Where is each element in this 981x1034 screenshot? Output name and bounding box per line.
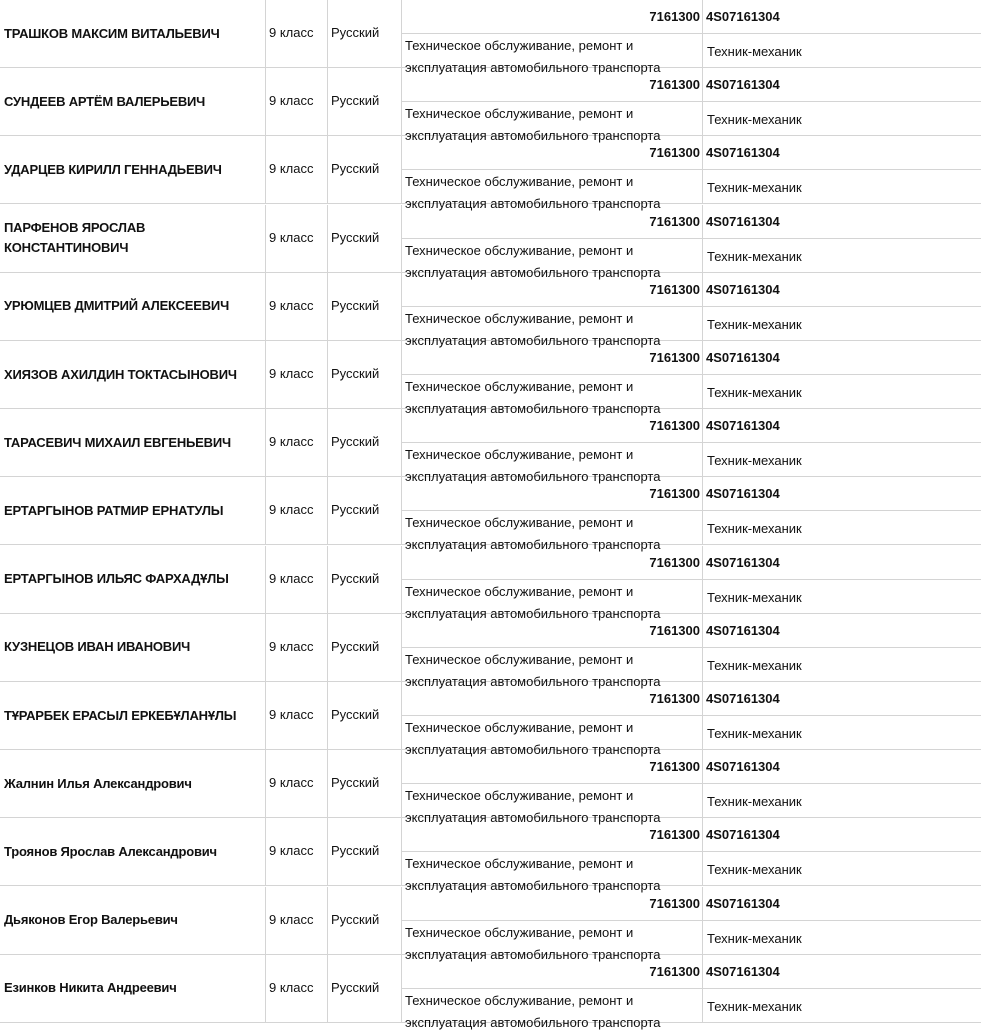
qualification-name: Техник-механик [707, 112, 802, 128]
specialty-name: Техническое обслуживание, ремонт и эксплуатация автомобильного транспорта [405, 651, 661, 689]
specialty-cell[interactable] [402, 273, 703, 348]
table-row[interactable] [0, 682, 981, 757]
language-value: Русский [331, 979, 380, 995]
grade-value: 9 класс [269, 161, 314, 177]
table-row[interactable] [0, 205, 981, 280]
grade-value: 9 класс [269, 707, 314, 722]
language-value: Русский [331, 570, 380, 586]
language-value: Русский [331, 25, 380, 40]
table-row[interactable] [0, 273, 981, 348]
student-name-cell[interactable] [0, 546, 266, 613]
qualification-name: Техник-механик [707, 180, 802, 196]
table-row[interactable] [0, 818, 981, 894]
student-name: ЕРТАРГЫНОВ ИЛЬЯС ФАРХАДҰЛЫ [4, 571, 229, 587]
grade-value: 9 класс [269, 638, 314, 654]
specialty-code: 7161300 [402, 409, 702, 443]
table-row[interactable] [0, 477, 981, 553]
table-row[interactable] [0, 341, 981, 416]
language-cell[interactable] [328, 136, 402, 203]
specialty-cell[interactable] [402, 614, 703, 689]
qualification-cell[interactable] [703, 818, 981, 885]
specialty-name: Техническое обслуживание, ремонт и эксплуатация автомобильного транспорта [405, 720, 661, 757]
student-name: Езинков Никита Андреевич [4, 980, 177, 996]
language-cell[interactable] [328, 682, 402, 749]
specialty-name: Техническое обслуживание, ремонт и эксплуатация автомобильного транспорта [405, 583, 661, 621]
grade-cell[interactable] [266, 955, 328, 1022]
qualification-cell[interactable] [703, 955, 981, 1022]
qualification-cell[interactable] [703, 546, 981, 613]
specialty-name: Техническое обслуживание, ремонт и эксплуатация автомобильного транспорта [405, 924, 661, 962]
qualification-name: Техник-механик [707, 521, 802, 537]
specialty-cell[interactable] [402, 68, 703, 144]
language-cell[interactable] [328, 68, 402, 135]
specialty-code: 7161300 [402, 68, 702, 102]
specialty-cell[interactable] [402, 682, 703, 757]
qualification-name: Техник-механик [707, 316, 802, 332]
language-cell[interactable] [328, 750, 402, 817]
table-row[interactable] [0, 68, 981, 144]
language-value: Русский [331, 502, 380, 518]
specialty-cell[interactable] [402, 955, 703, 1030]
language-cell[interactable] [328, 818, 402, 885]
specialty-cell[interactable] [402, 341, 703, 416]
student-name-cell[interactable] [0, 477, 266, 544]
language-value: Русский [331, 229, 380, 245]
grade-cell[interactable] [266, 818, 328, 885]
specialty-code: 7161300 [402, 682, 702, 716]
grade-value: 9 класс [269, 93, 314, 109]
language-value: Русский [331, 638, 380, 654]
student-name: ЕРТАРГЫНОВ РАТМИР ЕРНАТУЛЫ [4, 502, 224, 518]
student-name-cell[interactable] [0, 409, 266, 476]
specialty-code: 7161300 [402, 955, 702, 989]
qualification-name: Техник-механик [707, 726, 802, 741]
grade-cell[interactable] [266, 546, 328, 613]
qualification-code: 4S07161304 [703, 887, 981, 921]
grade-cell[interactable] [266, 0, 328, 67]
language-cell[interactable] [328, 477, 402, 544]
table-row[interactable] [0, 0, 981, 75]
specialty-code: 7161300 [402, 818, 702, 852]
student-name: ХИЯЗОВ АХИЛДИН ТОКТАСЫНОВИЧ [4, 366, 237, 382]
specialty-code: 7161300 [402, 341, 702, 375]
language-cell[interactable] [328, 341, 402, 408]
specialty-cell[interactable] [402, 818, 703, 894]
student-name: Жалнин Илья Александрович [4, 775, 192, 791]
student-name: УДАРЦЕВ КИРИЛЛ ГЕННАДЬЕВИЧ [4, 161, 222, 177]
specialty-code: 7161300 [402, 136, 702, 170]
student-name: СУНДЕЕВ АРТЁМ ВАЛЕРЬЕВИЧ [4, 93, 206, 109]
qualification-name: Техник-механик [707, 998, 802, 1014]
language-value: Русский [331, 707, 380, 722]
student-name-cell[interactable] [0, 0, 266, 67]
student-name-cell[interactable] [0, 205, 266, 272]
grade-cell[interactable] [266, 614, 328, 681]
specialty-cell[interactable] [402, 0, 703, 75]
qualification-name: Техник-механик [707, 930, 802, 946]
grade-cell[interactable] [266, 205, 328, 272]
language-cell[interactable] [328, 409, 402, 476]
student-name: ТАРАСЕВИЧ МИХАИЛ ЕВГЕНЬЕВИЧ [4, 434, 231, 450]
qualification-name: Техник-механик [707, 657, 802, 673]
grade-value: 9 класс [269, 570, 314, 586]
qualification-code: 4S07161304 [703, 614, 981, 648]
qualification-code: 4S07161304 [703, 682, 981, 716]
specialty-cell[interactable] [402, 136, 703, 212]
qualification-name: Техник-механик [707, 248, 802, 264]
qualification-cell[interactable] [703, 477, 981, 544]
qualification-code: 4S07161304 [703, 273, 981, 307]
specialty-name: Техническое обслуживание, ремонт и эксплуатация автомобильного транспорта [405, 106, 661, 144]
qualification-cell[interactable] [703, 341, 981, 408]
language-value: Русский [331, 775, 380, 791]
student-name-cell[interactable] [0, 887, 266, 954]
student-name-cell[interactable] [0, 818, 266, 885]
student-name: ПАРФЕНОВ ЯРОСЛАВ КОНСТАНТИНОВИЧ [4, 220, 146, 256]
grade-cell[interactable] [266, 136, 328, 203]
language-cell[interactable] [328, 273, 402, 340]
qualification-name: Техник-механик [707, 44, 802, 59]
qualification-name: Техник-механик [707, 794, 802, 810]
qualification-cell[interactable] [703, 614, 981, 681]
specialty-name: Техническое обслуживание, ремонт и эксплуатация автомобильного транспорта [405, 447, 661, 485]
grade-value: 9 класс [269, 434, 314, 450]
specialty-cell[interactable] [402, 887, 703, 962]
language-value: Русский [331, 434, 380, 450]
student-name-cell[interactable] [0, 750, 266, 817]
specialty-code: 7161300 [402, 546, 702, 580]
qualification-code: 4S07161304 [703, 68, 981, 102]
grade-cell[interactable] [266, 68, 328, 135]
specialty-code: 7161300 [402, 205, 702, 239]
specialty-code: 7161300 [402, 477, 702, 511]
grade-value: 9 класс [269, 979, 314, 995]
qualification-code: 4S07161304 [703, 750, 981, 784]
specialty-name: Техническое обслуживание, ремонт и эксплуатация автомобильного транспорта [405, 379, 661, 416]
student-name-cell[interactable] [0, 614, 266, 681]
table-row[interactable] [0, 136, 981, 212]
specialty-code: 7161300 [402, 750, 702, 784]
student-name-cell[interactable] [0, 955, 266, 1022]
student-name-cell[interactable] [0, 136, 266, 203]
qualification-code: 4S07161304 [703, 341, 981, 375]
qualification-name: Техник-механик [707, 385, 802, 400]
specialty-code: 7161300 [402, 614, 702, 648]
student-name: Троянов Ярослав Александрович [4, 843, 217, 859]
qualification-cell[interactable] [703, 750, 981, 817]
language-cell[interactable] [328, 887, 402, 954]
qualification-code: 4S07161304 [703, 0, 981, 34]
student-name: КУЗНЕЦОВ ИВАН ИВАНОВИЧ [4, 639, 191, 655]
grade-value: 9 класс [269, 229, 314, 245]
student-name-cell[interactable] [0, 273, 266, 340]
qualification-code: 4S07161304 [703, 477, 981, 511]
qualification-name: Техник-механик [707, 862, 802, 878]
grade-value: 9 класс [269, 775, 314, 791]
specialty-cell[interactable] [402, 409, 703, 485]
qualification-cell[interactable] [703, 887, 981, 954]
grade-cell[interactable] [266, 750, 328, 817]
specialty-code: 7161300 [402, 273, 702, 307]
specialty-cell[interactable] [402, 477, 703, 553]
qualification-code: 4S07161304 [703, 818, 981, 852]
qualification-code: 4S07161304 [703, 955, 981, 989]
language-value: Русский [331, 843, 380, 859]
qualification-code: 4S07161304 [703, 205, 981, 239]
specialty-cell[interactable] [402, 205, 703, 280]
qualification-code: 4S07161304 [703, 136, 981, 170]
qualification-cell[interactable] [703, 409, 981, 476]
specialty-code: 7161300 [402, 887, 702, 921]
language-cell[interactable] [328, 614, 402, 681]
language-value: Русский [331, 297, 380, 313]
specialty-code: 7161300 [402, 0, 702, 34]
qualification-code: 4S07161304 [703, 409, 981, 443]
student-name: ТРАШКОВ МАКСИМ ВИТАЛЬЕВИЧ [4, 25, 220, 41]
table-row[interactable] [0, 546, 981, 621]
language-cell[interactable] [328, 0, 402, 67]
language-value: Русский [331, 93, 380, 109]
specialty-name: Техническое обслуживание, ремонт и эксплуатация автомобильного транспорта [405, 515, 661, 553]
language-cell[interactable] [328, 546, 402, 613]
qualification-cell[interactable] [703, 273, 981, 340]
student-name: УРЮМЦЕВ ДМИТРИЙ АЛЕКСЕЕВИЧ [4, 298, 230, 314]
language-value: Русский [331, 161, 380, 177]
grade-cell[interactable] [266, 341, 328, 408]
specialty-name: Техническое обслуживание, ремонт и эксплуатация автомобильного транспорта [405, 174, 661, 212]
specialty-name: Техническое обслуживание, ремонт и эксплуатация автомобильного транспорта [405, 992, 661, 1030]
specialty-name: Техническое обслуживание, ремонт и эксплуатация автомобильного транспорта [405, 788, 661, 826]
grade-cell[interactable] [266, 477, 328, 544]
student-name-cell[interactable] [0, 341, 266, 408]
language-cell[interactable] [328, 955, 402, 1022]
qualification-cell[interactable] [703, 205, 981, 272]
specialty-name: Техническое обслуживание, ремонт и эксплуатация автомобильного транспорта [405, 38, 661, 75]
student-name: ТҰРАРБЕК ЕРАСЫЛ ЕРКЕБҰЛАНҰЛЫ [4, 707, 237, 723]
qualification-name: Техник-механик [707, 453, 802, 469]
table-row[interactable] [0, 750, 981, 826]
table-row[interactable] [0, 887, 981, 962]
specialty-name: Техническое обслуживание, ремонт и эксплуатация автомобильного транспорта [405, 310, 661, 348]
table-row[interactable] [0, 955, 981, 1030]
grade-value: 9 класс [269, 25, 314, 40]
specialty-name: Техническое обслуживание, ремонт и эксплуатация автомобильного транспорта [405, 856, 661, 894]
qualification-cell[interactable] [703, 682, 981, 749]
table-row[interactable] [0, 614, 981, 689]
qualification-name: Техник-механик [707, 589, 802, 605]
language-value: Русский [331, 366, 380, 381]
student-name: Дьяконов Егор Валерьевич [4, 912, 178, 928]
specialty-cell[interactable] [402, 546, 703, 621]
grade-cell[interactable] [266, 887, 328, 954]
grade-value: 9 класс [269, 843, 314, 859]
language-cell[interactable] [328, 205, 402, 272]
language-value: Русский [331, 911, 380, 927]
specialty-name: Техническое обслуживание, ремонт и эксплуатация автомобильного транспорта [405, 242, 661, 280]
qualification-cell[interactable] [703, 0, 981, 67]
qualification-code: 4S07161304 [703, 546, 981, 580]
grade-value: 9 класс [269, 911, 314, 927]
grade-cell[interactable] [266, 273, 328, 340]
table-row[interactable] [0, 409, 981, 485]
grade-value: 9 класс [269, 366, 314, 381]
grade-cell[interactable] [266, 682, 328, 749]
grade-value: 9 класс [269, 502, 314, 518]
grade-value: 9 класс [269, 297, 314, 313]
specialty-cell[interactable] [402, 750, 703, 826]
qualification-cell[interactable] [703, 68, 981, 135]
grade-cell[interactable] [266, 409, 328, 476]
qualification-cell[interactable] [703, 136, 981, 203]
student-name-cell[interactable] [0, 68, 266, 135]
student-name-cell[interactable] [0, 682, 266, 749]
